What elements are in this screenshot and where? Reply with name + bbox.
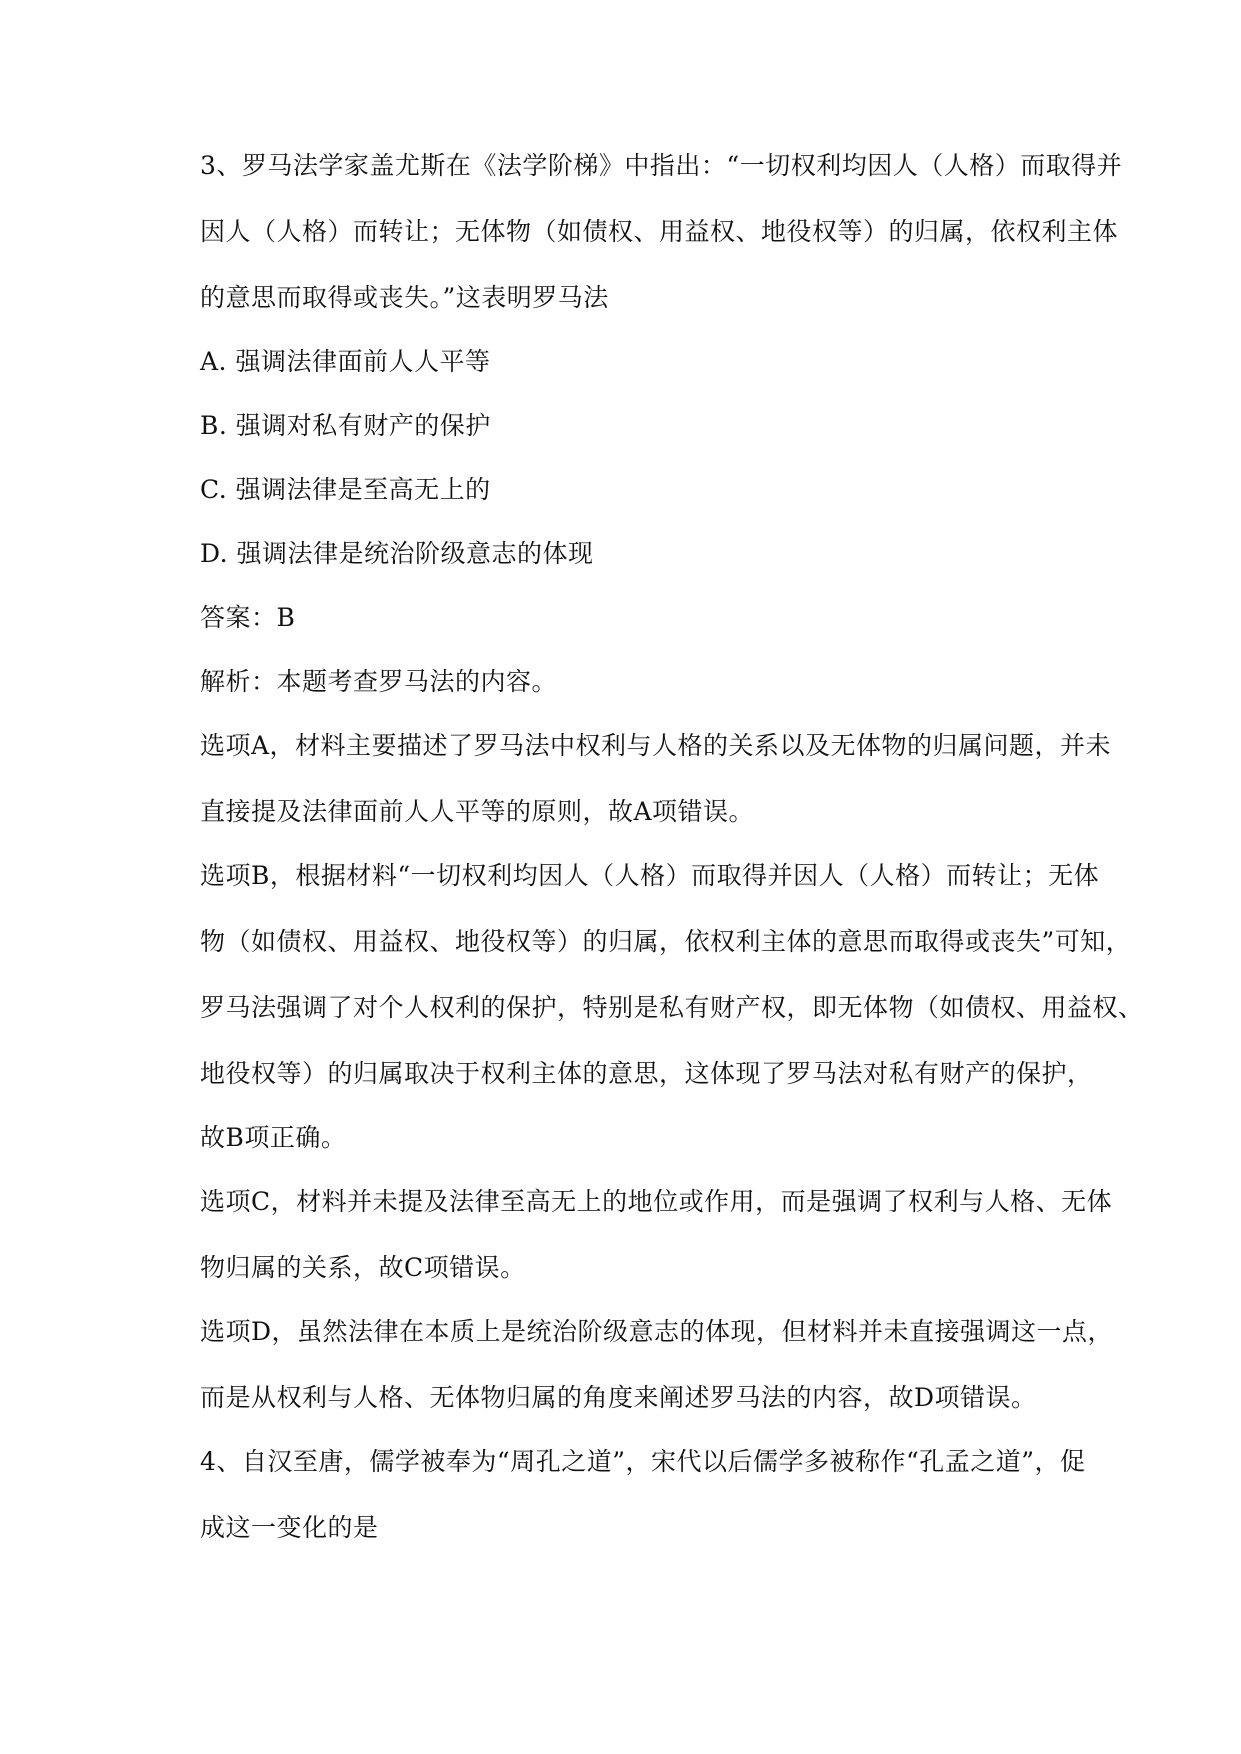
analysis-d-line-1: 选项D，虽然法律在本质上是统治阶级意志的体现，但材料并未直接强调这一点，: [200, 1317, 1114, 1346]
analysis-intro: 解析：本题考查罗马法的内容。: [200, 667, 558, 696]
analysis-b-line-4: 地役权等）的归属取决于权利主体的意思，这体现了罗马法对私有财产的保护，: [200, 1059, 1093, 1088]
answer: 答案：B: [200, 603, 296, 632]
analysis-c-line-1: 选项C，材料并未提及法律至高无上的地位或作用，而是强调了权利与人格、无体: [200, 1187, 1113, 1216]
option-d: D. 强调法律是统治阶级意志的体现: [200, 539, 594, 568]
analysis-a-line-1: 选项A，材料主要描述了罗马法中权利与人格的关系以及无体物的归属问题，并未: [200, 731, 1112, 760]
option-b: B. 强调对私有财产的保护: [200, 411, 491, 440]
analysis-a-line-2: 直接提及法律面前人人平等的原则，故A项错误。: [200, 797, 755, 826]
question-4-stem-line-2: 成这一变化的是: [200, 1513, 379, 1542]
analysis-b-line-5: 故B项正确。: [200, 1123, 347, 1152]
analysis-b-line-1: 选项B，根据材料“一切权利均因人（人格）而取得并因人（人格）而转让；无体: [200, 861, 1100, 890]
analysis-b-line-2: 物（如债权、用益权、地役权等）的归属，依权利主体的意思而取得或丧失”可知，: [200, 927, 1132, 956]
analysis-b-line-3: 罗马法强调了对个人权利的保护，特别是私有财产权，即无体物（如债权、用益权、: [200, 993, 1144, 1022]
analysis-d-line-2: 而是从权利与人格、无体物归属的角度来阐述罗马法的内容，故D项错误。: [200, 1383, 1037, 1412]
question-3-stem-line-1: 3、罗马法学家盖尤斯在《法学阶梯》中指出：“一切权利均因人（人格）而取得并: [200, 151, 1123, 180]
question-3-stem-line-2: 因人（人格）而转让；无体物（如债权、用益权、地役权等）的归属，依权利主体: [200, 217, 1119, 246]
option-a: A. 强调法律面前人人平等: [200, 347, 491, 376]
option-c: C. 强调法律是至高无上的: [200, 475, 491, 504]
analysis-c-line-2: 物归属的关系，故C项错误。: [200, 1253, 526, 1282]
question-3-stem-line-3: 的意思而取得或丧失。”这表明罗马法: [200, 283, 609, 312]
question-4-stem-line-1: 4、自汉至唐，儒学被奉为“周孔之道”，宋代以后儒学多被称作“孔孟之道”，促: [200, 1447, 1086, 1476]
